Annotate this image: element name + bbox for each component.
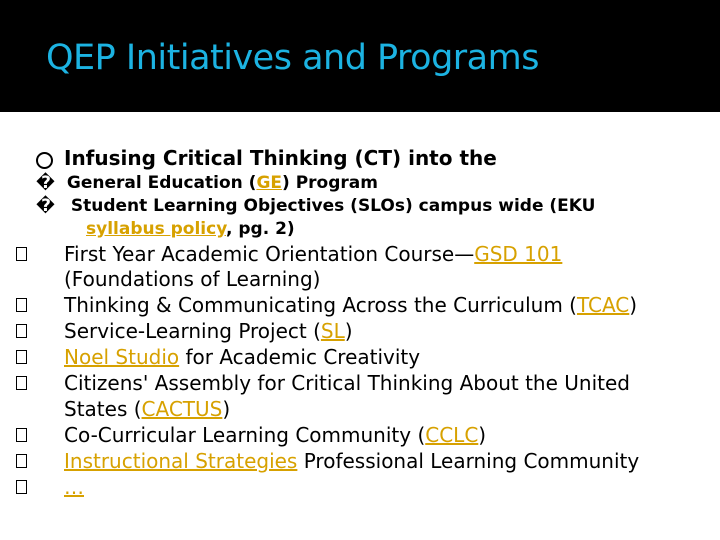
box-bullet-icon	[16, 428, 27, 442]
bullet-glyph: �	[36, 196, 55, 216]
box-bullet-icon	[16, 454, 27, 468]
link-syllabus-policy[interactable]: syllabus policy	[86, 219, 226, 239]
box-bullet-icon	[16, 350, 27, 364]
list-item-instructional: Instructional Strategies Professional Learning Community	[64, 449, 640, 473]
list-item-sl: Service-Learning Project (SL)	[64, 319, 353, 343]
bullet-glyph: �	[36, 173, 55, 193]
link-ge[interactable]: GE	[256, 173, 283, 193]
list-item-tcac: Thinking & Communicating Across the Curriculum (TCAC)	[64, 293, 638, 317]
list-item-gsd: First Year Academic Orientation Course—GSD 101	[64, 242, 563, 266]
slide-title: QEP Initiatives and Programs	[46, 38, 539, 78]
link-sl[interactable]: SL	[320, 319, 345, 343]
link-more[interactable]: …	[64, 475, 84, 499]
link-cclc[interactable]: CCLC	[425, 423, 479, 447]
circle-bullet-icon	[36, 152, 53, 169]
list-item-cactus: Citizens' Assembly for Critical Thinking About the United	[64, 371, 630, 395]
link-noel-studio[interactable]: Noel Studio	[64, 345, 180, 369]
box-bullet-icon	[16, 376, 27, 390]
box-bullet-icon	[16, 480, 27, 494]
link-gsd-101[interactable]: GSD 101	[474, 242, 563, 266]
list-item-cactus-line2: States (CACTUS)	[64, 397, 231, 421]
link-tcac[interactable]: TCAC	[576, 293, 630, 317]
title-bar	[0, 0, 720, 112]
list-item-more	[64, 474, 84, 500]
sub-item-ge: � General Education (GE) Program	[36, 173, 378, 193]
link-cactus[interactable]: CACTUS	[141, 397, 223, 421]
list-item-noel: Noel Studio for Academic Creativity	[64, 345, 421, 369]
box-bullet-icon	[16, 247, 27, 261]
main-item: Infusing Critical Thinking (CT) into the	[64, 146, 497, 170]
sub-item-slo-line2: syllabus policy, pg. 2)	[86, 219, 295, 239]
list-item-gsd-line2: (Foundations of Learning)	[64, 267, 321, 291]
link-instructional-strategies[interactable]: Instructional Strategies	[64, 449, 298, 473]
sub-item-slo: � Student Learning Objectives (SLOs) campus wide (EKU	[36, 196, 596, 216]
box-bullet-icon	[16, 324, 27, 338]
box-bullet-icon	[16, 298, 27, 312]
list-item-cclc: Co-Curricular Learning Community (CCLC)	[64, 423, 487, 447]
